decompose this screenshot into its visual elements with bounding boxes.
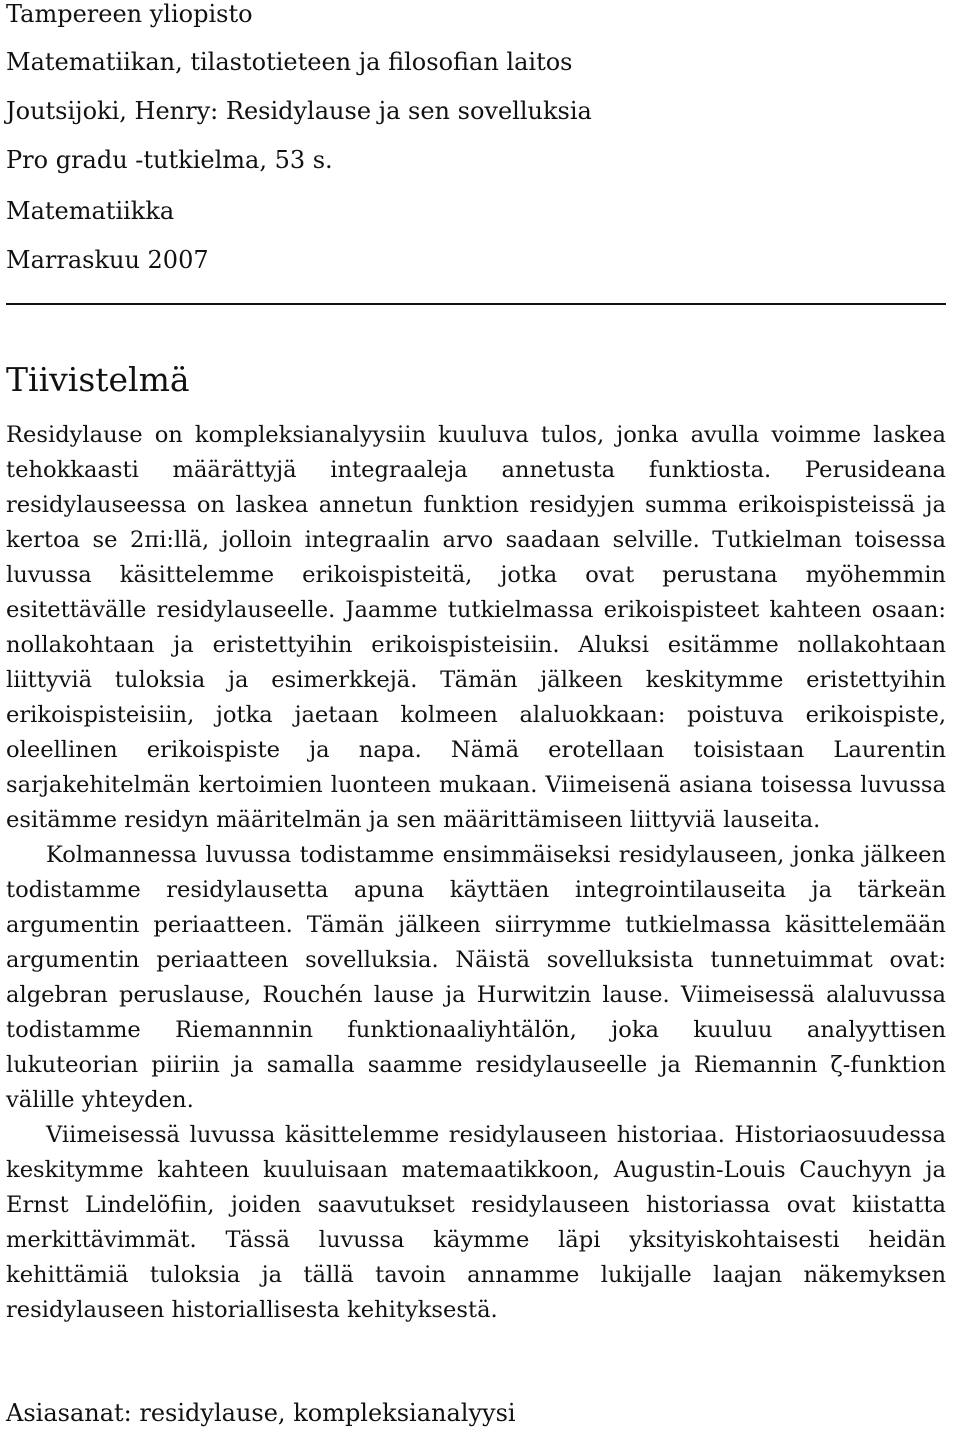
keywords-line: Asiasanat: residylause, kompleksianalyysi (6, 1399, 516, 1427)
divider-rule (6, 303, 946, 305)
author-and-title: Joutsijoki, Henry: Residylause ja sen sovelluksia (6, 97, 592, 125)
subject: Matematiikka (6, 197, 175, 225)
abstract-paragraph-2: Kolmannessa luvussa todistamme ensimmäiseksi residylauseen, jonka jälkeen todistamme residylausetta apuna käyttäen integrointilauseita ja tärkeän argumentin periaatteen. Tämän jälkeen siirrymme tutkielmassa käsittelemään argumentin periaatteen sovelluksia. Näistä sovelluksista tunnetuimmat ovat: algebran peruslause, Rouchén lause ja Hurwitzin lause. Viimeisessä alaluvussa todistamme Riemannnin funktionaaliyhtälön, joka kuuluu analyyttisen lukuteorian piiriin ja samalla saamme residylauseelle ja Riemannin ζ-funktion välille yhteyden. (6, 842, 946, 1113)
thesis-type: Pro gradu -tutkielma, 53 s. (6, 146, 333, 174)
abstract-paragraph-3: Viimeisessä luvussa käsittelemme residylauseen historiaa. Historiaosuudessa keskitymme kahteen kuuluisaan matemaatikkoon, Augustin-Louis Cauchyyn ja Ernst Lindelöfiin, joiden saavutukset residylauseen historiassa ovat kiistatta merkittävimmät. Tässä luvussa käymme läpi yksityiskohtaisesti heidän kehittämiä tuloksia ja tällä tavoin annamme lukijalle laajan näkemyksen residylauseen historiallisesta kehityksestä. (6, 1122, 946, 1323)
abstract-body (6, 418, 946, 1328)
department-name: Matematiikan, tilastotieteen ja filosofian laitos (6, 48, 573, 76)
abstract-heading: Tiivistelmä (6, 360, 190, 399)
university-name: Tampereen yliopisto (6, 0, 253, 28)
date: Marraskuu 2007 (6, 246, 209, 274)
abstract-paragraph-1: Residylause on kompleksianalyysiin kuuluva tulos, jonka avulla voimme laskea tehokkaasti määrättyjä integraaleja annetusta funktiosta. Perusideana residylauseessa on laskea annetun funktion residyjen summa erikoispisteissä ja kertoa se 2πi:llä, jolloin integraalin arvo saadaan selville. Tutkielman toisessa luvussa käsittelemme erikoispisteitä, jotka ovat perustana myöhemmin esitettävälle residylauseelle. Jaamme tutkielmassa erikoispisteet kahteen osaan: nollakohtaan ja eristettyihin erikoispisteisiin. Aluksi esitämme nollakohtaan liittyviä tuloksia ja esimerkkejä. Tämän jälkeen keskitymme eristettyihin erikoispisteisiin, jotka jaetaan kolmeen alaluokkaan: poistuva erikoispiste, oleellinen erikoispiste ja napa. Nämä erotellaan toisistaan Laurentin sarjakehitelmän kertoimien luonteen mukaan. Viimeisenä asiana toisessa luvussa esitämme residyn määritelmän ja sen määrittämiseen liittyviä lauseita. (6, 422, 946, 833)
